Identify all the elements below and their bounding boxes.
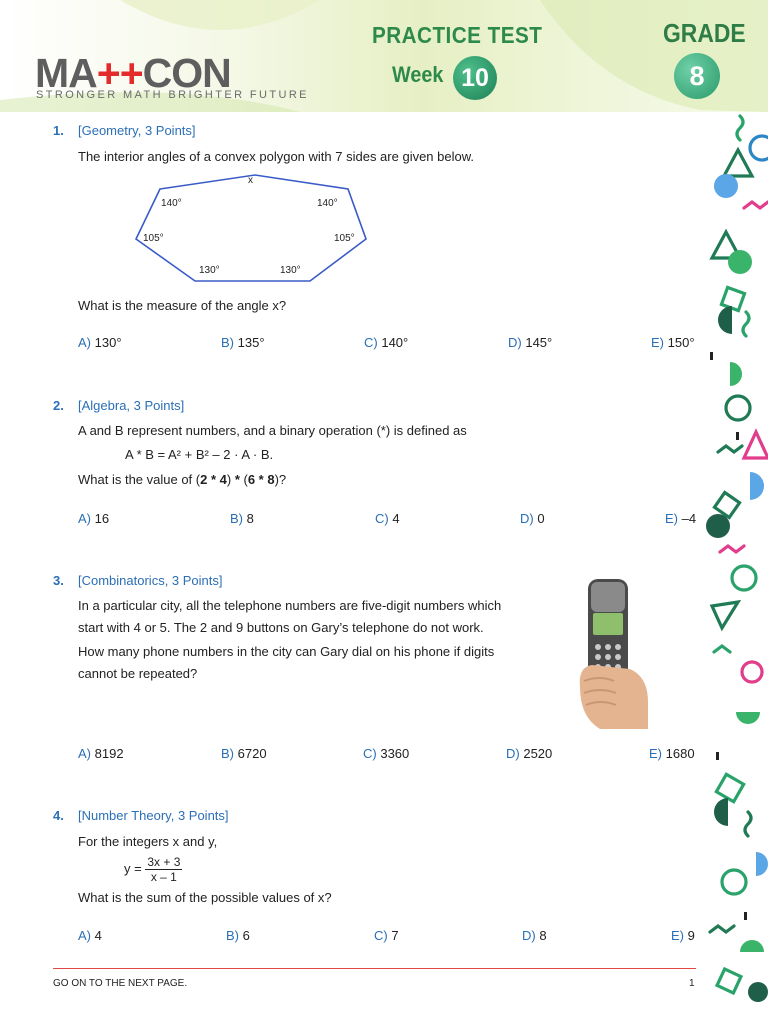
question-text: A and B represent numbers, and a binary operation (*) is defined as	[78, 423, 467, 438]
option-letter: E)	[671, 928, 684, 943]
option-value: 8	[246, 511, 254, 526]
logo-text-left: MA	[35, 50, 97, 96]
fraction-denominator: x – 1	[150, 870, 177, 884]
option-c[interactable]	[363, 746, 409, 761]
option-letter: C)	[364, 335, 378, 350]
telephone-handset-image	[570, 577, 650, 729]
option-value: 3360	[380, 746, 410, 761]
option-value: 9	[687, 928, 695, 943]
option-b[interactable]	[226, 928, 250, 943]
prompt-text: )	[226, 472, 235, 487]
option-letter: D)	[522, 928, 536, 943]
logo-text-right: CON	[142, 50, 231, 96]
prompt-bold: *	[234, 472, 240, 487]
option-a[interactable]	[78, 511, 109, 526]
decorative-shapes-strip	[700, 112, 768, 1024]
question-tag: [Combinatorics, 3 Points]	[78, 573, 223, 588]
question-number: 2.	[53, 398, 64, 413]
practice-test-title: PRACTICE TEST	[372, 22, 543, 48]
equation-fraction	[145, 855, 182, 884]
option-d[interactable]	[506, 746, 552, 761]
question-tag: [Number Theory, 3 Points]	[78, 808, 229, 823]
option-d[interactable]	[522, 928, 547, 943]
option-value: 6	[242, 928, 250, 943]
angle-label: 140°	[317, 198, 338, 209]
question-prompt: What is the sum of the possible values of x?	[78, 890, 332, 905]
logo-cross: ++	[96, 50, 143, 96]
question-text: For the integers x and y,	[78, 834, 218, 849]
option-letter: E)	[649, 746, 662, 761]
equation	[124, 855, 182, 884]
prompt-text: (	[239, 472, 248, 487]
option-value: 1680	[665, 746, 695, 761]
option-a[interactable]	[78, 746, 124, 761]
option-a[interactable]	[78, 335, 122, 350]
option-e[interactable]	[651, 335, 695, 350]
option-value: 0	[537, 511, 545, 526]
option-e[interactable]	[665, 511, 696, 526]
question-text: The interior angles of a convex polygon with 7 sides are given below.	[78, 149, 475, 164]
question-text: In a particular city, all the telephone numbers are five-digit numbers which	[78, 598, 502, 613]
angle-label: 105°	[334, 233, 355, 244]
option-e[interactable]	[649, 746, 695, 761]
prompt-bold: 2 * 4	[200, 472, 227, 487]
option-letter: D)	[506, 746, 520, 761]
option-letter: C)	[363, 746, 377, 761]
page-header	[0, 0, 768, 112]
option-letter: E)	[665, 511, 678, 526]
option-b[interactable]	[221, 746, 267, 761]
option-value: 4	[392, 511, 400, 526]
option-letter: A)	[78, 511, 91, 526]
option-letter: B)	[221, 746, 234, 761]
question-prompt: What is the measure of the angle x?	[78, 298, 287, 313]
option-letter: A)	[78, 928, 91, 943]
question-prompt	[78, 472, 286, 487]
angle-label: 130°	[199, 265, 220, 276]
week-number-badge: 10	[453, 56, 497, 100]
question-tag: [Algebra, 3 Points]	[78, 398, 185, 413]
operation-definition: A * B = A² + B² – 2 · A · B.	[125, 447, 274, 462]
angle-label: 105°	[143, 233, 164, 244]
option-d[interactable]	[508, 335, 552, 350]
option-letter: A)	[78, 746, 91, 761]
option-letter: C)	[375, 511, 389, 526]
option-value: 7	[391, 928, 399, 943]
option-value: 2520	[523, 746, 553, 761]
prompt-bold: 6 * 8	[247, 472, 275, 487]
footer-divider	[53, 968, 696, 969]
angle-label: 140°	[161, 198, 182, 209]
logo-tagline: STRONGER MATH BRIGHTER FUTURE	[36, 89, 309, 101]
option-b[interactable]	[230, 511, 254, 526]
option-letter: C)	[374, 928, 388, 943]
question-prompt: cannot be repeated?	[78, 666, 198, 681]
option-b[interactable]	[221, 335, 265, 350]
angle-label-x: x	[248, 175, 253, 186]
question-number: 3.	[53, 573, 64, 588]
option-d[interactable]	[520, 511, 545, 526]
angle-label: 130°	[280, 265, 301, 276]
option-value: 150°	[667, 335, 695, 350]
question-text: start with 4 or 5. The 2 and 9 buttons on Gary’s telephone do not work.	[78, 620, 484, 635]
option-value: 135°	[237, 335, 265, 350]
option-value: 140°	[381, 335, 409, 350]
question-number: 4.	[53, 808, 64, 823]
option-value: 6720	[237, 746, 267, 761]
option-letter: B)	[226, 928, 239, 943]
option-letter: B)	[230, 511, 243, 526]
option-c[interactable]	[374, 928, 399, 943]
option-c[interactable]	[364, 335, 408, 350]
equation-lhs: y =	[124, 860, 142, 876]
option-letter: E)	[651, 335, 664, 350]
week-label: Week	[392, 62, 444, 87]
question-prompt: How many phone numbers in the city can Gary dial on his phone if digits	[78, 644, 495, 659]
option-c[interactable]	[375, 511, 400, 526]
option-letter: B)	[221, 335, 234, 350]
question-tag: [Geometry, 3 Points]	[78, 123, 196, 138]
option-letter: D)	[520, 511, 534, 526]
heptagon-figure	[130, 172, 375, 287]
option-letter: D)	[508, 335, 522, 350]
option-value: 16	[94, 511, 110, 526]
option-letter: A)	[78, 335, 91, 350]
prompt-text: What is the value of (	[78, 472, 201, 487]
option-value: 8192	[94, 746, 124, 761]
option-value: –4	[681, 511, 697, 526]
prompt-text: )?	[274, 472, 287, 487]
option-value: 8	[539, 928, 547, 943]
option-a[interactable]	[78, 928, 102, 943]
option-value: 130°	[94, 335, 122, 350]
option-value: 145°	[525, 335, 553, 350]
option-e[interactable]	[671, 928, 695, 943]
footer-next-page: GO ON TO THE NEXT PAGE.	[53, 978, 188, 989]
page-number: 1	[689, 978, 695, 989]
grade-label: GRADE	[663, 18, 746, 48]
grade-number-badge: 8	[674, 53, 720, 99]
fraction-numerator: 3x + 3	[147, 855, 181, 869]
question-number: 1.	[53, 123, 64, 138]
option-value: 4	[94, 928, 102, 943]
